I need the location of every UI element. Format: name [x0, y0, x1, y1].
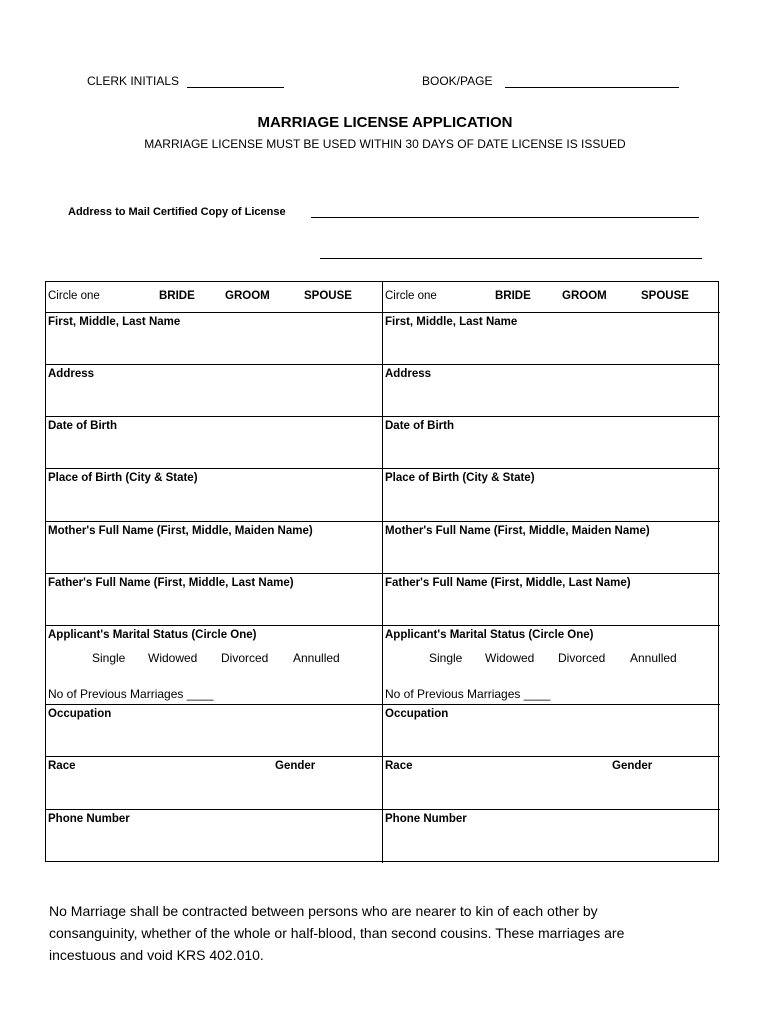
place-of-birth-field[interactable] — [383, 469, 720, 522]
groom-option[interactable]: GROOM — [225, 290, 270, 302]
divorced-option[interactable]: Divorced — [221, 651, 269, 665]
widowed-option[interactable]: Widowed — [485, 651, 535, 665]
occupation-field[interactable] — [46, 705, 383, 757]
marital-status-label: Applicant's Marital Status (Circle One) — [385, 629, 594, 641]
address-label: Address — [385, 368, 432, 380]
race-label: Race — [48, 760, 76, 772]
dob-field[interactable] — [383, 417, 720, 469]
marital-status-field — [383, 626, 720, 705]
marital-status-label: Applicant's Marital Status (Circle One) — [48, 629, 257, 641]
single-option[interactable]: Single — [429, 651, 463, 665]
phone-field[interactable] — [46, 810, 383, 863]
book-page-field[interactable] — [505, 87, 679, 88]
race-gender-field[interactable] — [383, 757, 720, 810]
name-field[interactable] — [383, 313, 720, 365]
applicant-1-type — [46, 282, 383, 313]
page-title: MARRIAGE LICENSE APPLICATION — [257, 114, 513, 131]
phone-label: Phone Number — [385, 813, 467, 825]
marital-status-field — [46, 626, 383, 705]
race-gender-field[interactable] — [46, 757, 383, 810]
address-field[interactable] — [46, 365, 383, 417]
annulled-option[interactable]: Annulled — [293, 651, 340, 665]
bride-option[interactable]: BRIDE — [159, 290, 195, 302]
clerk-initials-label: CLERK INITIALS — [87, 74, 180, 88]
race-label: Race — [385, 760, 413, 772]
place-of-birth-field[interactable] — [46, 469, 383, 522]
occupation-label: Occupation — [48, 708, 112, 720]
name-field[interactable] — [46, 313, 383, 365]
legal-note: No Marriage shall be contracted between persons who are nearer to kin of each other by consanguinity, whether of the whole or half-blood, than second cousins. These marriages are incestuous and void KRS 402.010. — [49, 903, 625, 963]
mother-name-field[interactable] — [46, 522, 383, 574]
gender-label: Gender — [612, 760, 653, 772]
father-name-field[interactable] — [383, 574, 720, 626]
widowed-option[interactable]: Widowed — [148, 651, 198, 665]
father-name-label: Father's Full Name (First, Middle, Last Name) — [48, 577, 294, 589]
book-page-label: BOOK/PAGE — [422, 74, 493, 88]
mail-address-label: Address to Mail Certified Copy of License — [68, 206, 286, 218]
spouse-option[interactable]: SPOUSE — [641, 290, 689, 302]
mail-address-field-line-2[interactable] — [320, 258, 702, 259]
applicant-2-type — [383, 282, 720, 313]
place-of-birth-label: Place of Birth (City & State) — [385, 472, 535, 484]
father-name-field[interactable] — [46, 574, 383, 626]
annulled-option[interactable]: Annulled — [630, 651, 677, 665]
groom-option[interactable]: GROOM — [562, 290, 607, 302]
name-label: First, Middle, Last Name — [48, 316, 181, 328]
mother-name-label: Mother's Full Name (First, Middle, Maiden Name) — [48, 525, 313, 537]
name-label: First, Middle, Last Name — [385, 316, 518, 328]
circle-one-label: Circle one — [48, 290, 100, 302]
phone-field[interactable] — [383, 810, 720, 863]
bride-option[interactable]: BRIDE — [495, 290, 531, 302]
application-form — [45, 281, 719, 862]
previous-marriages-field[interactable]: No of Previous Marriages ____ — [48, 687, 214, 701]
address-label: Address — [48, 368, 95, 380]
clerk-initials-field[interactable] — [187, 87, 284, 88]
dob-field[interactable] — [46, 417, 383, 469]
spouse-option[interactable]: SPOUSE — [304, 290, 352, 302]
divorced-option[interactable]: Divorced — [558, 651, 606, 665]
gender-label: Gender — [275, 760, 316, 772]
occupation-label: Occupation — [385, 708, 449, 720]
phone-label: Phone Number — [48, 813, 130, 825]
dob-label: Date of Birth — [385, 420, 454, 432]
dob-label: Date of Birth — [48, 420, 117, 432]
circle-one-label: Circle one — [385, 290, 437, 302]
father-name-label: Father's Full Name (First, Middle, Last Name) — [385, 577, 631, 589]
occupation-field[interactable] — [383, 705, 720, 757]
address-field[interactable] — [383, 365, 720, 417]
previous-marriages-field[interactable]: No of Previous Marriages ____ — [385, 687, 551, 701]
mail-address-field-line-1[interactable] — [311, 217, 699, 218]
mother-name-field[interactable] — [383, 522, 720, 574]
mother-name-label: Mother's Full Name (First, Middle, Maiden Name) — [385, 525, 650, 537]
place-of-birth-label: Place of Birth (City & State) — [48, 472, 198, 484]
page-subtitle: MARRIAGE LICENSE MUST BE USED WITHIN 30 DAYS OF DATE LICENSE IS ISSUED — [144, 137, 626, 151]
single-option[interactable]: Single — [92, 651, 126, 665]
